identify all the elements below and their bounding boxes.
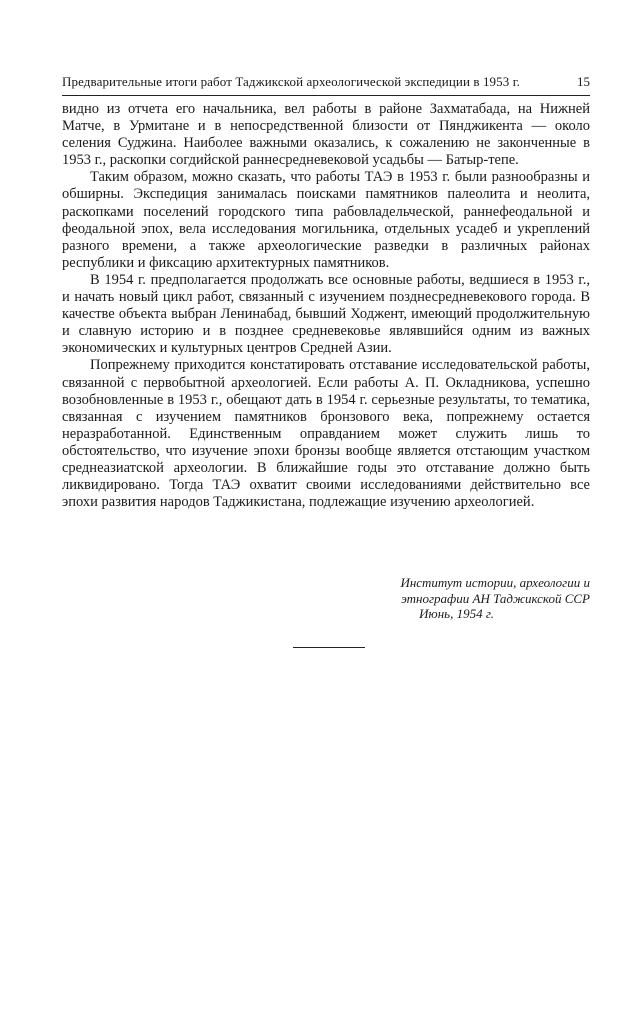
running-header [62, 74, 590, 90]
running-title: Предварительные итоги работ Таджикской археологической экспедиции в 1953 г. [62, 74, 521, 89]
paragraph: В 1954 г. предполагается продолжать все основные работы, ведшиеся в 1953 г., и начать новый цикл работ, связанный с изучением позднесредневекового города. В качестве объекта выбран Ленинабад, бывший Ходжент, имеющий продолжительную и славную историю и в позднее средневековье являвшийся одним из важных экономических и культурных центров Средней Азии. [62, 271, 590, 357]
signature-block [300, 575, 590, 622]
signature-institution: Институт истории, археологии и [400, 575, 590, 590]
end-rule [293, 647, 365, 648]
signature-date: Июнь, 1954 г. [419, 606, 494, 621]
signature-academy: этнографии АН Таджикской ССР [401, 590, 590, 606]
paragraph-continuation: видно из отчета его начальника, вел работы в районе Захматабада, на Нижней Матче, в Урмитане и в непосредственной близости от Пянджикента — около селения Суджина. Наиболее важными оказались, к сожалению не законченные в 1953 г., раскопки согдийской раннесредневековой усадьбы — Батыр-тепе. [62, 101, 590, 169]
header-rule [62, 95, 590, 96]
paragraph: Попрежнему приходится констатировать отставание исследовательской работы, связанной с первобытной археологией. Если работы А. П. Окладникова, успешно возобновленные в 1953 г., обещают дать в 1954 г. серьезные результаты, то тематика, связанная с изучением памятников бронзового века, попрежнему остается неразработанной. Единственным оправданием может служить лишь то обстоятельство, что изучение эпохи бронзы вообще является отстающим участком среднеазиатской археологии. В ближайшие годы это отставание должно быть ликвидировано. Тогда ТАЭ охватит своими исследованиями действительно все эпохи развития народов Таджикистана, подлежащие изучению археологией. [62, 357, 590, 511]
body-text [62, 101, 590, 511]
page-number: 15 [577, 74, 590, 89]
paragraph: Таким образом, можно сказать, что работы ТАЭ в 1953 г. были разнообразны и обширны. Экспедиция занималась поисками памятников палеолита и неолита, раскопками поселений городского типа рабовладельческой, раннефеодальной и феодальной эпох, вела исследования могильника, отдельных усадеб и укреплений разного времени, а также археологические разведки в различных районах республики и фиксацию архитектурных памятников. [62, 169, 590, 271]
